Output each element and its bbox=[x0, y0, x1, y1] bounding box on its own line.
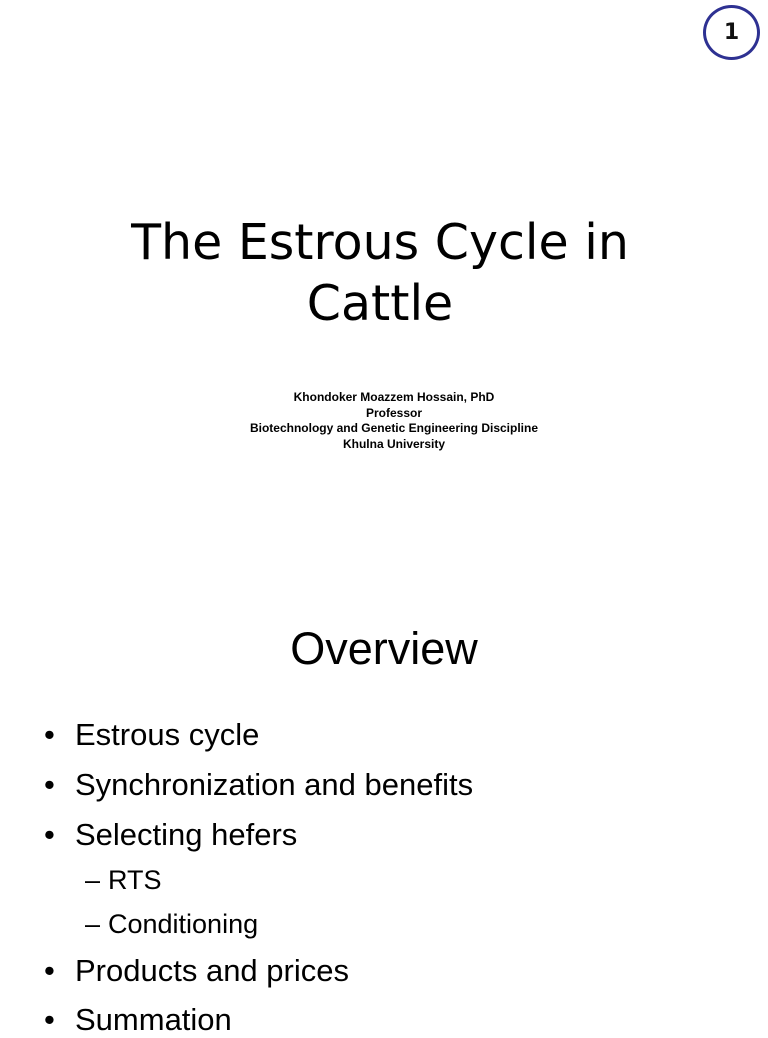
bullet-marker: • bbox=[44, 1002, 55, 1037]
bullet-item bbox=[44, 817, 297, 853]
overview-title: Overview bbox=[290, 623, 478, 674]
bullet-marker: • bbox=[44, 767, 55, 802]
bullet-text: Estrous cycle bbox=[75, 717, 260, 752]
sub-bullet-marker: – bbox=[85, 865, 101, 895]
slide-title-line-2: Cattle bbox=[306, 275, 454, 332]
bullet-item bbox=[44, 953, 349, 989]
page-number-badge: 1 bbox=[703, 5, 760, 60]
bullet-marker: • bbox=[44, 953, 55, 988]
bullet-text: Products and prices bbox=[75, 953, 349, 988]
sub-bullet-marker: – bbox=[85, 909, 101, 939]
author-university: Khulna University bbox=[342, 436, 446, 451]
slide-title bbox=[60, 212, 700, 334]
bullet-marker: • bbox=[44, 817, 55, 852]
sub-bullet-item bbox=[85, 908, 258, 940]
bullet-text: Summation bbox=[75, 1002, 232, 1037]
bullet-item bbox=[44, 1002, 232, 1038]
sub-bullet-text: RTS bbox=[108, 865, 162, 895]
bullet-item bbox=[44, 767, 473, 803]
author-department: Biotechnology and Genetic Engineering Discipline bbox=[249, 421, 539, 435]
bullet-item bbox=[44, 717, 259, 753]
sub-bullet-item bbox=[85, 864, 162, 896]
slide-title-line-1: The Estrous Cycle in bbox=[131, 214, 629, 271]
bullet-marker: • bbox=[44, 717, 55, 752]
author-block bbox=[144, 390, 644, 452]
bullet-text: Synchronization and benefits bbox=[75, 767, 474, 802]
author-position: Professor bbox=[365, 405, 423, 420]
author-name: Khondoker Moazzem Hossain, PhD bbox=[293, 390, 495, 404]
sub-bullet-text: Conditioning bbox=[108, 909, 259, 939]
bullet-text: Selecting hefers bbox=[75, 817, 298, 852]
